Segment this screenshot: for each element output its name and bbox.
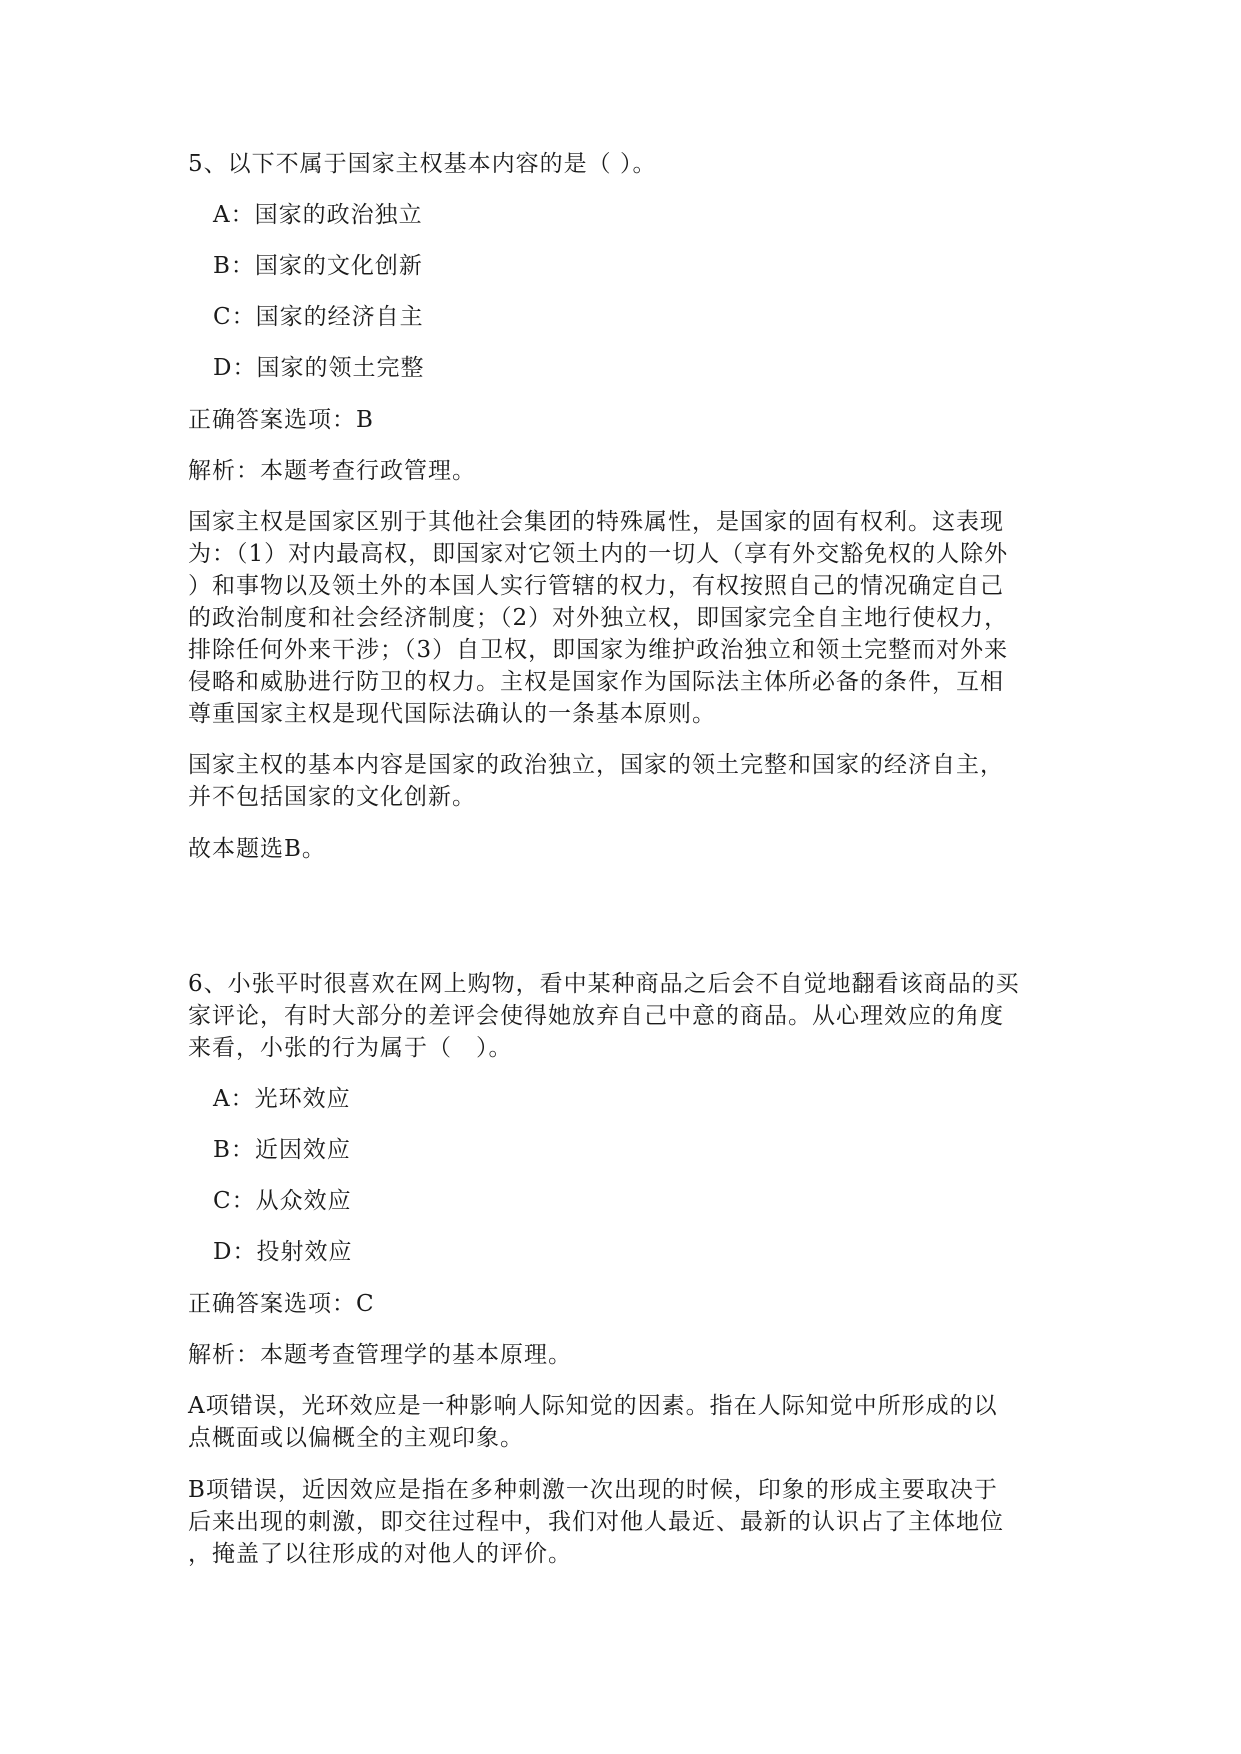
q5-conclusion: 故本题选B。 — [188, 836, 326, 862]
q5-paragraph1-line: 的政治制度和社会经济制度；（2）对外独立权，即国家完全自主地行使权力， — [188, 605, 1009, 631]
q6-option-c: C：从众效应 — [213, 1188, 352, 1214]
q5-paragraph1-line: 排除任何外来干涉；（3）自卫权，即国家为维护政治独立和领土完整而对外来 — [188, 637, 1009, 663]
q6-paragraph-b-line: B项错误，近因效应是指在多种刺激一次出现的时候，印象的形成主要取决于 — [188, 1477, 998, 1503]
q5-paragraph1-line: 国家主权是国家区别于其他社会集团的特殊属性，是国家的固有权利。这表现 — [188, 509, 1004, 535]
q5-option-b: B：国家的文化创新 — [213, 253, 423, 279]
q6-option-d: D：投射效应 — [213, 1239, 353, 1265]
question-6-line: 家评论，有时大部分的差评会使得她放弃自己中意的商品。从心理效应的角度 — [188, 1003, 1004, 1029]
question-6-line: 6、小张平时很喜欢在网上购物，看中某种商品之后会不自觉地翻看该商品的买 — [188, 971, 1020, 997]
q5-paragraph1-line: 为：（1）对内最高权，即国家对它领土内的一切人（享有外交豁免权的人除外 — [188, 541, 1009, 567]
q5-option-d: D：国家的领土完整 — [213, 355, 425, 381]
q5-paragraph1-line: 尊重国家主权是现代国际法确认的一条基本原则。 — [188, 701, 716, 727]
q5-paragraph1-line: 侵略和威胁进行防卫的权力。主权是国家作为国际法主体所必备的条件，互相 — [188, 669, 1004, 695]
q6-paragraph-b-line: ，掩盖了以往形成的对他人的评价。 — [188, 1541, 572, 1567]
q6-paragraph-a-line: A项错误，光环效应是一种影响人际知觉的因素。指在人际知觉中所形成的以 — [188, 1393, 998, 1419]
q6-option-a: A：光环效应 — [213, 1086, 351, 1112]
q5-paragraph2-line: 国家主权的基本内容是国家的政治独立，国家的领土完整和国家的经济自主， — [188, 752, 1004, 778]
q6-option-b: B：近因效应 — [213, 1137, 351, 1163]
q5-answer: 正确答案选项：B — [188, 407, 374, 433]
q6-analysis-title: 解析：本题考查管理学的基本原理。 — [188, 1342, 572, 1368]
q5-option-a: A：国家的政治独立 — [213, 202, 423, 228]
question-5-text: 5、以下不属于国家主权基本内容的是（ ）。 — [188, 151, 657, 177]
q5-paragraph1-line: ）和事物以及领土外的本国人实行管辖的权力，有权按照自己的情况确定自己 — [188, 573, 1004, 599]
q5-option-c: C：国家的经济自主 — [213, 304, 424, 330]
q5-analysis-title: 解析：本题考查行政管理。 — [188, 458, 476, 484]
q5-paragraph2-line: 并不包括国家的文化创新。 — [188, 784, 476, 810]
q6-answer: 正确答案选项：C — [188, 1291, 375, 1317]
q6-paragraph-b-line: 后来出现的刺激，即交往过程中，我们对他人最近、最新的认识占了主体地位 — [188, 1509, 1004, 1535]
q6-paragraph-a-line: 点概面或以偏概全的主观印象。 — [188, 1425, 524, 1451]
question-6-line: 来看，小张的行为属于（ ）。 — [188, 1035, 513, 1061]
